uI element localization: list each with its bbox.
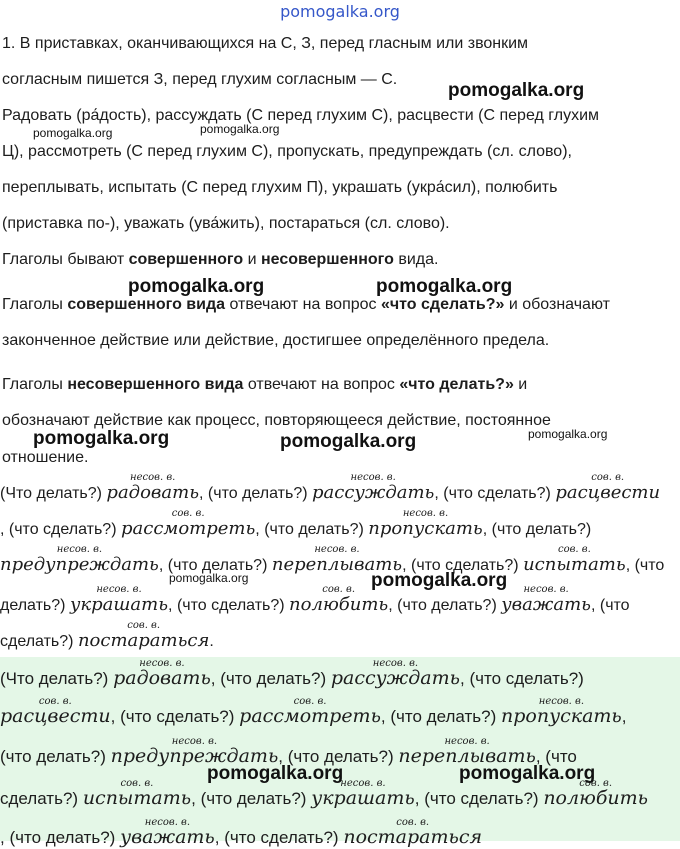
verb-ispytat: сов. в. испытать xyxy=(523,544,626,575)
verb-propuskat: несов. в. пропускать xyxy=(368,508,483,539)
verb-rascvesti: сов. в. расцвести xyxy=(555,472,661,503)
perfective-definition-line-1: Глаголы совершенного вида отвечают на вопрос «что сделать?» и обозначают xyxy=(2,296,610,313)
watermark: pomogalka.org xyxy=(33,126,113,140)
imperfective-definition-line-3: отношение. xyxy=(2,449,89,466)
examples-line-3: переплывать, испытать (С перед глухим П), украшать (укра́сил), полюбить xyxy=(2,179,558,196)
verb-postaratsya: сов. в. постараться xyxy=(77,620,210,651)
answer-verb-radovat: несов. в. радовать xyxy=(113,658,211,689)
watermark: pomogalka.org xyxy=(371,570,508,591)
watermark: pomogalka.org xyxy=(128,276,265,297)
answer-line-3: (что делать?) несов. в. предупреждать, (что делать?) несов. в. переплывать, (что xyxy=(0,736,577,767)
verb-polyubit: сов. в. полюбить xyxy=(289,584,389,615)
verb-rassmotret: сов. в. рассмотреть xyxy=(120,508,256,539)
rule-line-1: 1. В приставках, оканчивающихся на С, З, перед гласным или звонким xyxy=(2,35,529,52)
answer-verb-preduprezhdat: несов. в. предупреждать xyxy=(110,736,279,767)
answer-verb-pereplyvat: несов. в. переплывать xyxy=(398,736,536,767)
aspect-intro: Глаголы бывают совершенного и несовершенного вида. xyxy=(2,251,439,268)
verb-pereplyvat: несов. в. переплывать xyxy=(271,544,403,575)
answer-verb-ispytat: сов. в. испытать xyxy=(82,778,192,809)
answer-verb-rassmotret: сов. в. рассмотреть xyxy=(239,696,381,727)
imperfective-definition-line-1: Глаголы несовершенного вида отвечают на вопрос «что делать?» и xyxy=(2,376,528,393)
answer-line-4: сделать?) сов. в. испытать, (что делать?) несов. в. украшать, (что сделать?) сов. в. полюбить xyxy=(0,778,649,809)
answer-verb-polyubit: сов. в. полюбить xyxy=(543,778,649,809)
verb-radovat: несов. в. радовать xyxy=(106,472,199,503)
annotated-line-3: несов. в. предупреждать, (что делать?) несов. в. переплывать, (что сделать?) сов. в. испытать, (что xyxy=(0,544,665,575)
examples-line-4: (приставка по-), уважать (ува́жить), постараться (сл. слово). xyxy=(2,215,450,232)
answer-line-1: (Что делать?) несов. в. радовать, (что делать?) несов. в. рассуждать, (что сделать?) xyxy=(0,658,584,689)
imperfective-definition-line-2: обозначают действие как процесс, повторяющееся действие, постоянное xyxy=(2,412,551,429)
answer-line-2: сов. в. расцвести, (что сделать?) сов. в. рассмотреть, (что делать?) несов. в. пропускать, xyxy=(0,696,627,727)
site-title[interactable]: pomogalka.org xyxy=(280,2,400,21)
examples-line-1: Радовать (ра́дость), рассуждать (С перед глухим С), расцвести (С перед глухим xyxy=(2,107,600,124)
answer-verb-postaratsya: сов. в. постараться xyxy=(343,817,483,848)
answer-verb-ukrashat: несов. в. украшать xyxy=(311,778,415,809)
watermark: pomogalka.org xyxy=(169,571,249,585)
rule-line-2: согласным пишется З, перед глухим согласным — С. xyxy=(2,71,398,88)
answer-verb-uvazhat: несов. в. уважать xyxy=(120,817,215,848)
watermark: pomogalka.org xyxy=(207,763,344,784)
watermark: pomogalka.org xyxy=(528,427,608,441)
annotated-line-1: (Что делать?) несов. в. радовать, (что делать?) несов. в. рассуждать, (что сделать?) сов. в. расцвести xyxy=(0,472,661,503)
verb-uvazhat: несов. в. уважать xyxy=(501,584,591,615)
answer-line-5: , (что делать?) несов. в. уважать, (что сделать?) сов. в. постараться xyxy=(0,817,483,848)
watermark: pomogalka.org xyxy=(459,763,596,784)
verb-rassuzhdat: несов. в. рассуждать xyxy=(312,472,435,503)
annotated-line-4: делать?) несов. в. украшать, (что сделать?) сов. в. полюбить, (что делать?) несов. в. уважать, (что xyxy=(0,584,630,615)
annotated-line-2: , (что сделать?) сов. в. рассмотреть, (что делать?) несов. в. пропускать, (что делать?) xyxy=(0,508,592,539)
watermark: pomogalka.org xyxy=(376,276,513,297)
annotated-line-5: сделать?) сов. в. постараться. xyxy=(0,620,214,651)
verb-ukrashat: несов. в. украшать xyxy=(69,584,169,615)
verb-preduprezhdat: несов. в. предупреждать xyxy=(0,544,159,575)
watermark: pomogalka.org xyxy=(280,431,417,452)
watermark: pomogalka.org xyxy=(33,428,170,449)
answer-verb-rascvesti: сов. в. расцвести xyxy=(0,696,111,727)
perfective-definition-line-2: законченное действие или действие, достигшее определённого предела. xyxy=(2,332,550,349)
watermark: pomogalka.org xyxy=(448,80,585,101)
watermark: pomogalka.org xyxy=(200,122,280,136)
answer-verb-propuskat: несов. в. пропускать xyxy=(501,696,622,727)
answer-verb-rassuzhdat: несов. в. рассуждать xyxy=(330,658,460,689)
examples-line-2: Ц), рассмотреть (С перед глухим С), пропускать, предупреждать (сл. слово), xyxy=(2,143,572,160)
